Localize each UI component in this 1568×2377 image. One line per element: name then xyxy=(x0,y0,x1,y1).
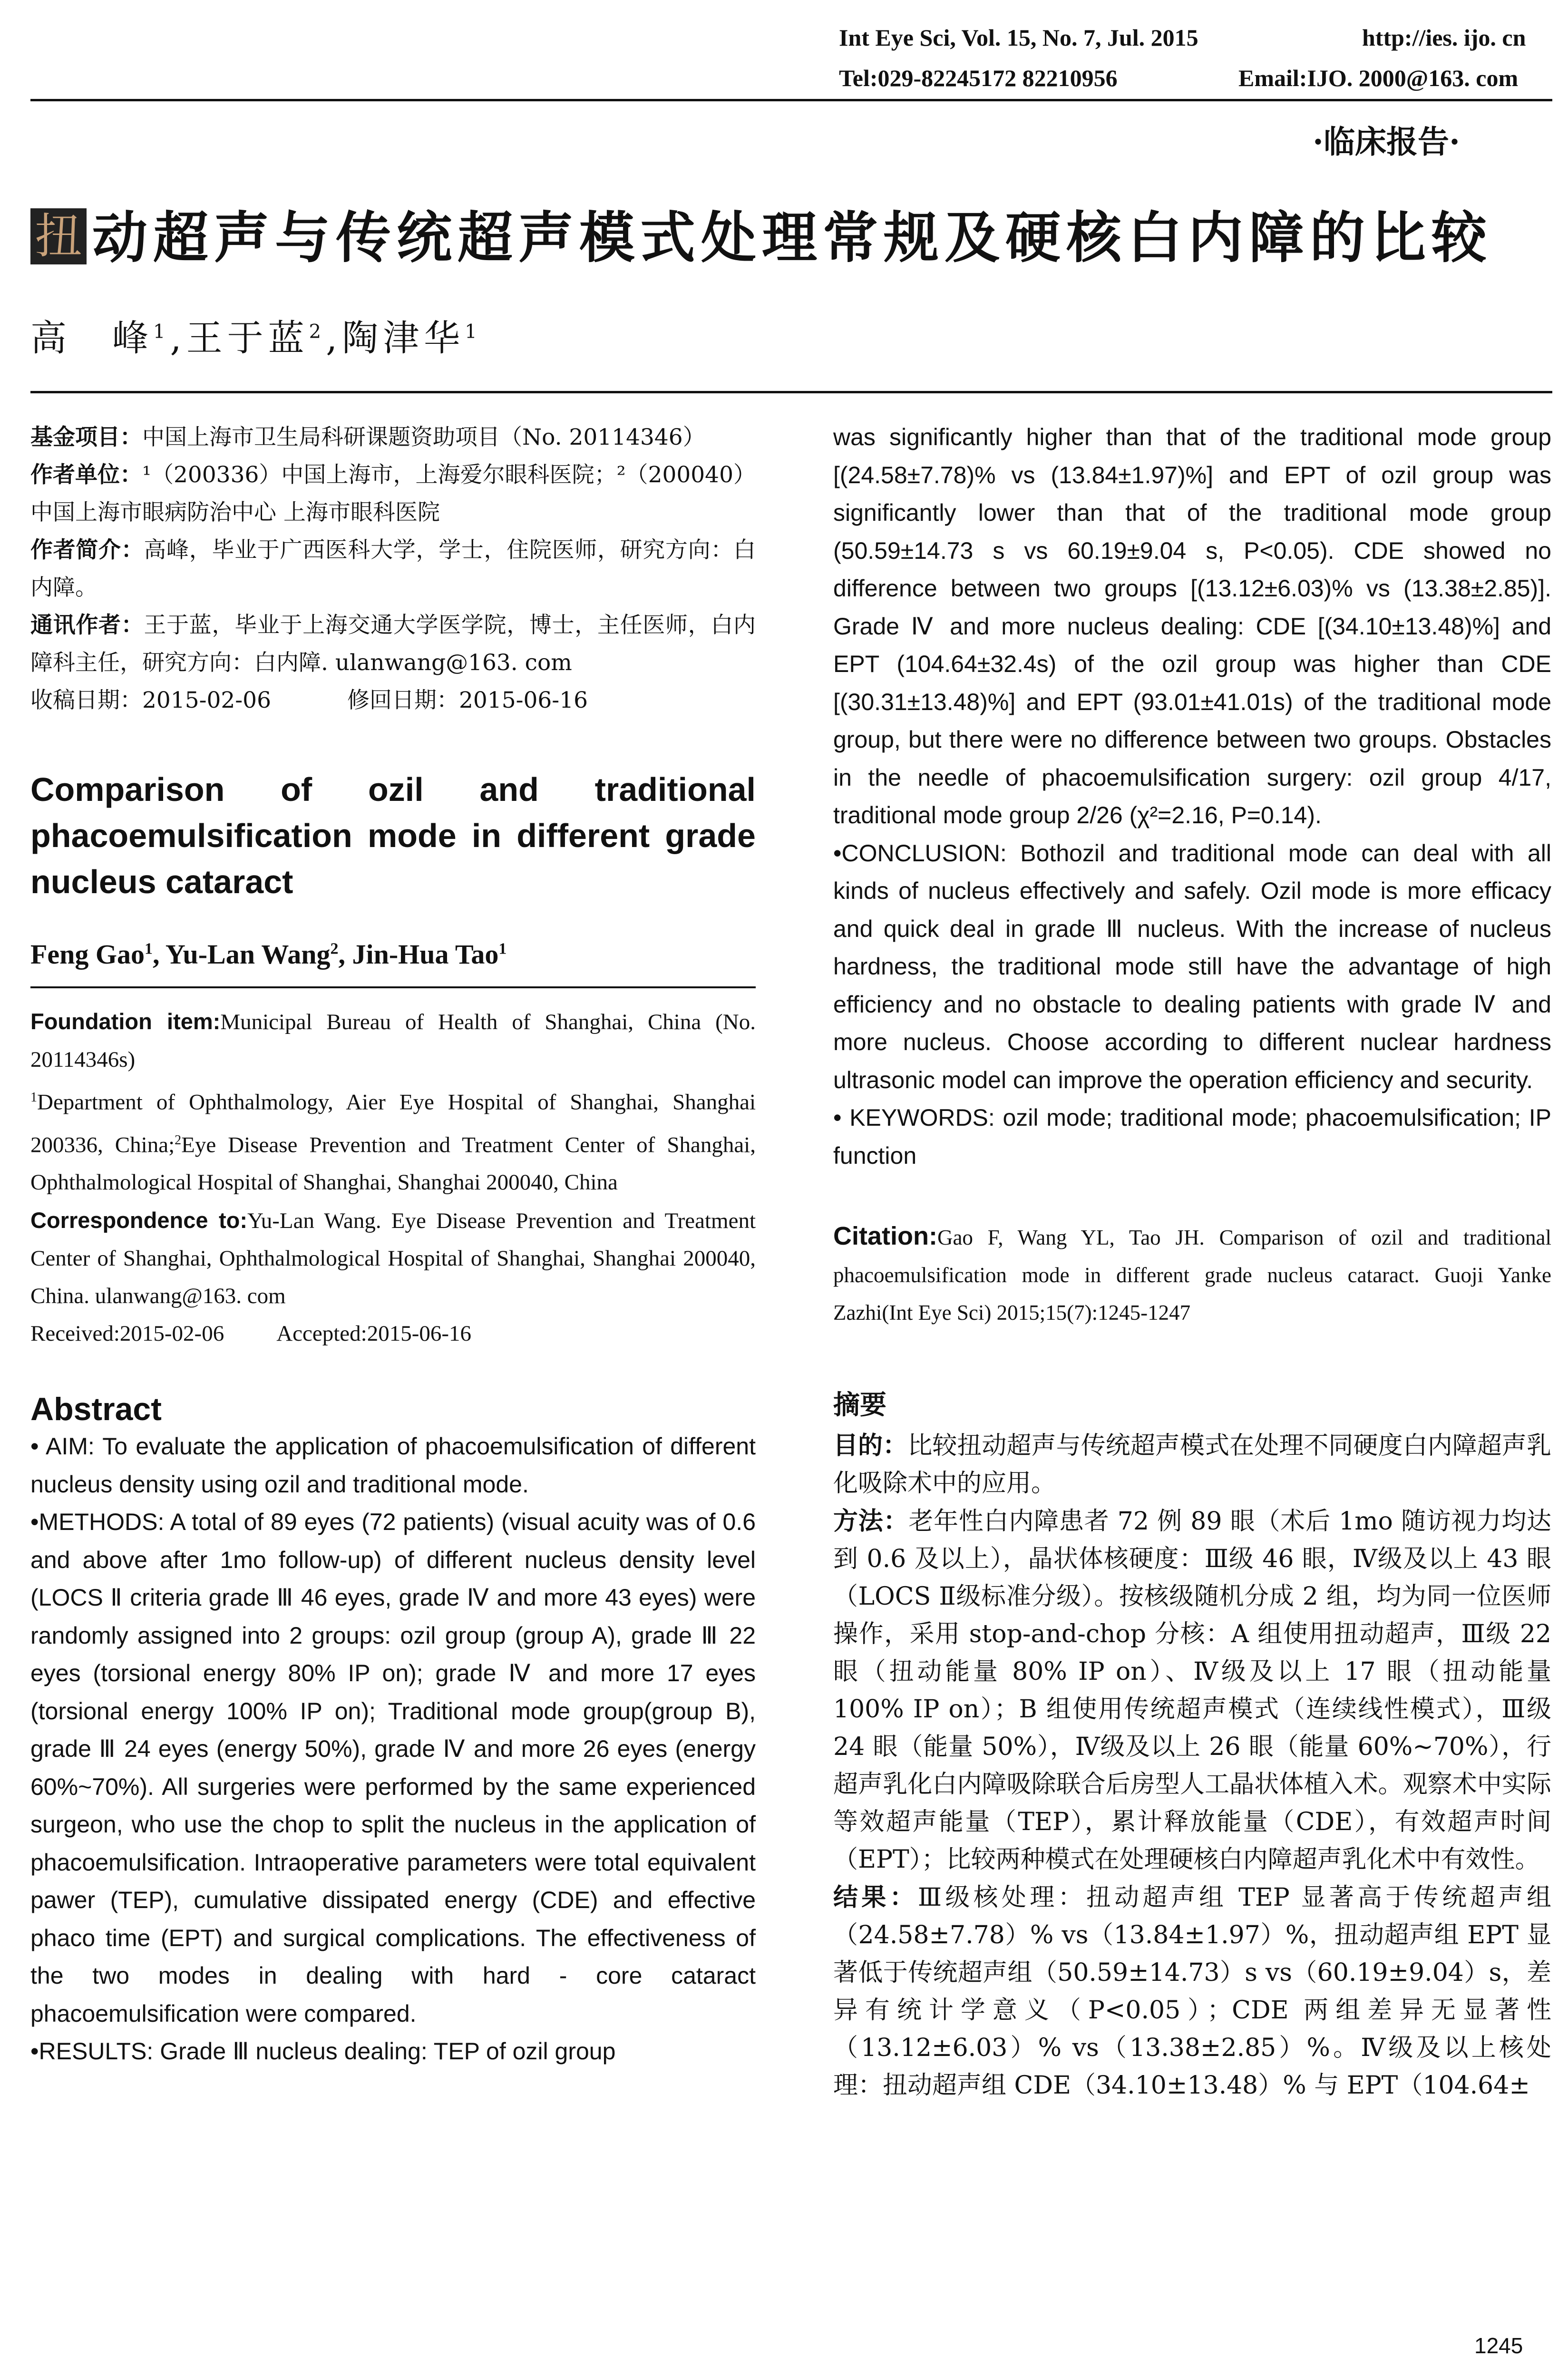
citation xyxy=(833,1218,1551,1332)
cn-foundation: 中国上海市卫生局科研课题资助项目（No. 20114346） xyxy=(142,424,705,450)
cn-results-text: Ⅲ级核处理：扭动超声组 TEP 显著高于传统超声组（24.58±7.78）% vs（13.84±1.97）%，扭动超声组 EPT 显著低于传统超声组（50.59±14.73）s vs（60.19±9.04）s，差异有统计学意义（P<0.05）；CDE 两组差异无显著性（13.12±6.03）% vs（13.38±2.85）%。Ⅳ级及以上核处理：扭动超声组 CDE（34.10±13.48）% 与 EPT（104.64± xyxy=(833,1883,1551,2100)
en-author-3-sup: 1 xyxy=(498,940,507,958)
cn-aim-label: 目的： xyxy=(833,1431,908,1460)
author-cn-3: 陶津华 xyxy=(342,317,465,359)
cn-methods-label: 方法： xyxy=(833,1507,909,1536)
page-number: 1245 xyxy=(1474,2333,1523,2358)
journal-tel: Tel:029-82245172 82210956 xyxy=(839,65,1118,91)
en-foundation-label: Foundation item: xyxy=(30,1009,221,1034)
section-tag: ·临床报告· xyxy=(1313,123,1460,160)
cn-corr-label: 通讯作者： xyxy=(30,612,144,638)
top-rule xyxy=(30,391,1552,393)
en-accepted: Accepted:2015-06-16 xyxy=(276,1321,472,1346)
cn-foundation-label: 基金项目： xyxy=(30,424,142,450)
cn-bio: 高峰，毕业于广西医科大学，学士，住院医师，研究方向：白内障。 xyxy=(30,537,756,601)
title-drop-char: 扭 xyxy=(30,208,87,264)
citation-label: Citation: xyxy=(833,1222,937,1250)
right-column xyxy=(833,419,1551,2104)
abstract-aim: • AIM: To evaluate the application of phacoemulsification of different nucleus density using ozil and traditional mode. xyxy=(30,1433,756,1498)
en-affil-sup-1: 1 xyxy=(30,1090,37,1105)
en-corr-text: Yu-Lan Wang. Eye Disease Prevention and Treatment Center of Shanghai, Ophthalmological Hospital of Shanghai, Shanghai 200040, China. ulanwang@163. com xyxy=(30,1208,756,1309)
en-authors: Feng Gao$^1$, Yu-Lan Wang$^2$, Jin-Hua Tao$^1$ xyxy=(30,939,507,970)
en-affil-sup-2: 2 xyxy=(175,1132,182,1148)
cn-abstract-results xyxy=(833,1879,1551,2104)
cn-bio-label: 作者简介： xyxy=(30,537,144,563)
en-author-1: Feng Gao xyxy=(30,939,145,970)
en-dates xyxy=(30,1315,756,1353)
paper-title xyxy=(30,200,1552,281)
cn-received: 收稿日期：2015-02-06 xyxy=(30,687,271,713)
cn-results-label: 结果： xyxy=(833,1883,918,1912)
abstract-keywords: • KEYWORDS: ozil mode; traditional mode; phacoemulsification; IP function xyxy=(833,1104,1551,1169)
cn-corr: 王于蓝，毕业于上海交通大学医学院，博士，主任医师，白内障科主任，研究方向：白内障. ulanwang@163. com xyxy=(30,612,756,676)
title-text: 动超声与传统超声模式处理常规及硬核白内障的比较 xyxy=(92,205,1492,270)
author-cn-1-sup: 1 xyxy=(153,321,170,343)
en-foundation xyxy=(30,1003,756,1079)
cn-revised: 修回日期：2015-06-16 xyxy=(347,687,588,713)
left-column xyxy=(30,419,756,2071)
author-cn-2-sup: 2 xyxy=(309,321,326,343)
authors-cn: 高 峰$^1$,王于蓝$^2$,陶津华$^1$ xyxy=(30,317,482,359)
journal-info: Int Eye Sci, Vol. 15, No. 7, Jul. 2015 xyxy=(839,24,1198,51)
cn-abstract-aim xyxy=(833,1427,1551,1502)
en-received: Received:2015-02-06 xyxy=(30,1321,224,1346)
en-author-2: Yu-Lan Wang xyxy=(165,939,331,970)
abstract-results-cont: was significantly higher than that of the traditional mode group [(24.58±7.78)% vs (13.84±1.97)%] and EPT of ozil group was significantly lower than that of the traditional mode group (50.59±14.73 s vs 60.19±9.04 s, P<0.05). CDE showed no difference between two groups [(13.12±6.03)% vs (13.38±2.85)]. Grade Ⅳ and more nucleus dealing: CDE [(34.10±13.48)%] and EPT (104.64±32.4s) of the ozil group was higher than CDE [(30.31±13.48)%] and EPT (93.01±41.01s) of the traditional mode group, but there were no difference between two groups. Obstacles in the needle of phacoemulsification surgery: ozil group 4/17, traditional mode group 2/26 (χ²=2.16, P=0.14). xyxy=(833,424,1551,828)
en-affil-2: Eye Disease Prevention and Treatment Center of Shanghai, Ophthalmological Hospital of Shanghai, Shanghai 200040, China xyxy=(30,1132,756,1195)
cn-methods-text: 老年性白内障患者 72 例 89 眼（术后 1mo 随访视力均达到 0.6 及以上），晶状体核硬度：Ⅲ级 46 眼，Ⅳ级及以上 43 眼（LOCS Ⅱ级标准分级）。按核级随机分成 2 组，均为同一位医师操作，采用 stop-and-chop 分核：A 组使用扭动超声，Ⅲ级 22 眼（扭动能量 80% IP on）、Ⅳ级及以上 17 眼（扭动能量 100% IP on）；B 组使用传统超声模式（连续线性模式），Ⅲ级 24 眼（能量 50%），Ⅳ级及以上 26 眼（能量 60%~70%），行超声乳化白内障吸除联合后房型人工晶状体植入术。观察术中实际等效超声能量（TEP），累计释放能量（CDE），有效超声时间（EPT）；比较两种模式在处理硬核白内障超声乳化术中有效性。 xyxy=(833,1507,1551,1874)
journal-email[interactable]: Email:IJO. 2000@163. com xyxy=(1238,65,1519,91)
cn-aim-text: 比较扭动超声与传统超声模式在处理不同硬度白内障超声乳化吸除术中的应用。 xyxy=(833,1432,1551,1498)
cn-affiliation-2: ²（200040）中国上海市眼病防治中心 上海市眼科医院 xyxy=(30,462,756,526)
citation-text: Gao F, Wang YL, Tao JH. Comparison of ozil and traditional phacoemulsification mode in different grade nucleus cataract. Guoji Yanke Zazhi(Int Eye Sci) 2015;15(7):1245-1247 xyxy=(833,1226,1551,1325)
author-cn-2: 王于蓝 xyxy=(186,317,309,359)
cn-abstract-heading: 摘要 xyxy=(833,1389,886,1421)
cn-affiliation-label: 作者单位： xyxy=(30,462,143,488)
journal-header xyxy=(30,19,1552,102)
cn-meta-block xyxy=(30,419,756,719)
en-author-1-sup: 1 xyxy=(145,940,153,958)
en-corr-label: Correspondence to: xyxy=(30,1208,248,1233)
en-foundation-text: Municipal Bureau of Health of Shanghai, China (No. 20114346s) xyxy=(30,1010,756,1072)
abstract-results-start: •RESULTS: Grade Ⅲ nucleus dealing: TEP of ozil group xyxy=(30,2038,616,2065)
en-author-2-sup: 2 xyxy=(330,940,339,958)
en-author-3: Jin-Hua Tao xyxy=(352,939,499,970)
abstract-methods: •METHODS: A total of 89 eyes (72 patients) (visual acuity was of 0.6 and above after 1mo follow-up) of different nucleus density level (LOCS Ⅱ criteria grade Ⅲ 46 eyes, grade Ⅳ and more 43 eyes) were randomly assigned into 2 groups: ozil group (group A), grade Ⅲ 22 eyes (torsional energy 80% IP on); grade Ⅳ and more 17 eyes (torsional energy 100% IP on); Traditional mode group(group B), grade Ⅲ 24 eyes (energy 50%), grade Ⅳ and more 26 eyes (energy 60%~70%). All surgeries were performed by the same experienced surgeon, who use the chop to split the nucleus in the application of phacoemulsification. Intraoperative parameters were total equivalent pawer (TEP), cumulative dissipated energy (CDE) and effective phaco time (EPT) and surgical complications. The effectiveness of the two modes in dealing with hard - core cataract phacoemulsification were compared. xyxy=(30,1509,756,2027)
author-cn-1: 高 峰 xyxy=(30,317,153,359)
en-affiliations xyxy=(30,1079,756,1201)
en-title: Comparison of ozil and traditional phacoemulsification mode in different grade nucleus cataract xyxy=(30,771,756,900)
en-affil-1: Department of Ophthalmology, Aier Eye Hospital of Shanghai, Shanghai 200336, China; xyxy=(30,1090,756,1158)
abstract-conclusion: •CONCLUSION: Bothozil and traditional mode can deal with all kinds of nucleus effectively and safely. Ozil mode is more efficacy and quick deal in grade Ⅲ nucleus. With the increase of nucleus hardness, the traditional mode still have the advantage of high efficiency and no obstacle to dealing patients with grade Ⅳ and more nucleus. Choose according to different nuclear hardness ultrasonic model can improve the operation efficiency and security. xyxy=(833,839,1551,1093)
en-correspondence xyxy=(30,1201,756,1315)
header-rule xyxy=(30,99,1552,101)
journal-url[interactable]: http://ies. ijo. cn xyxy=(1362,24,1526,51)
author-cn-3-sup: 1 xyxy=(465,321,482,343)
cn-affiliation-1: ¹（200336）中国上海市，上海爱尔眼科医院； xyxy=(142,462,617,488)
cn-abstract-methods xyxy=(833,1502,1551,1879)
abstract-heading: Abstract xyxy=(30,1391,162,1428)
